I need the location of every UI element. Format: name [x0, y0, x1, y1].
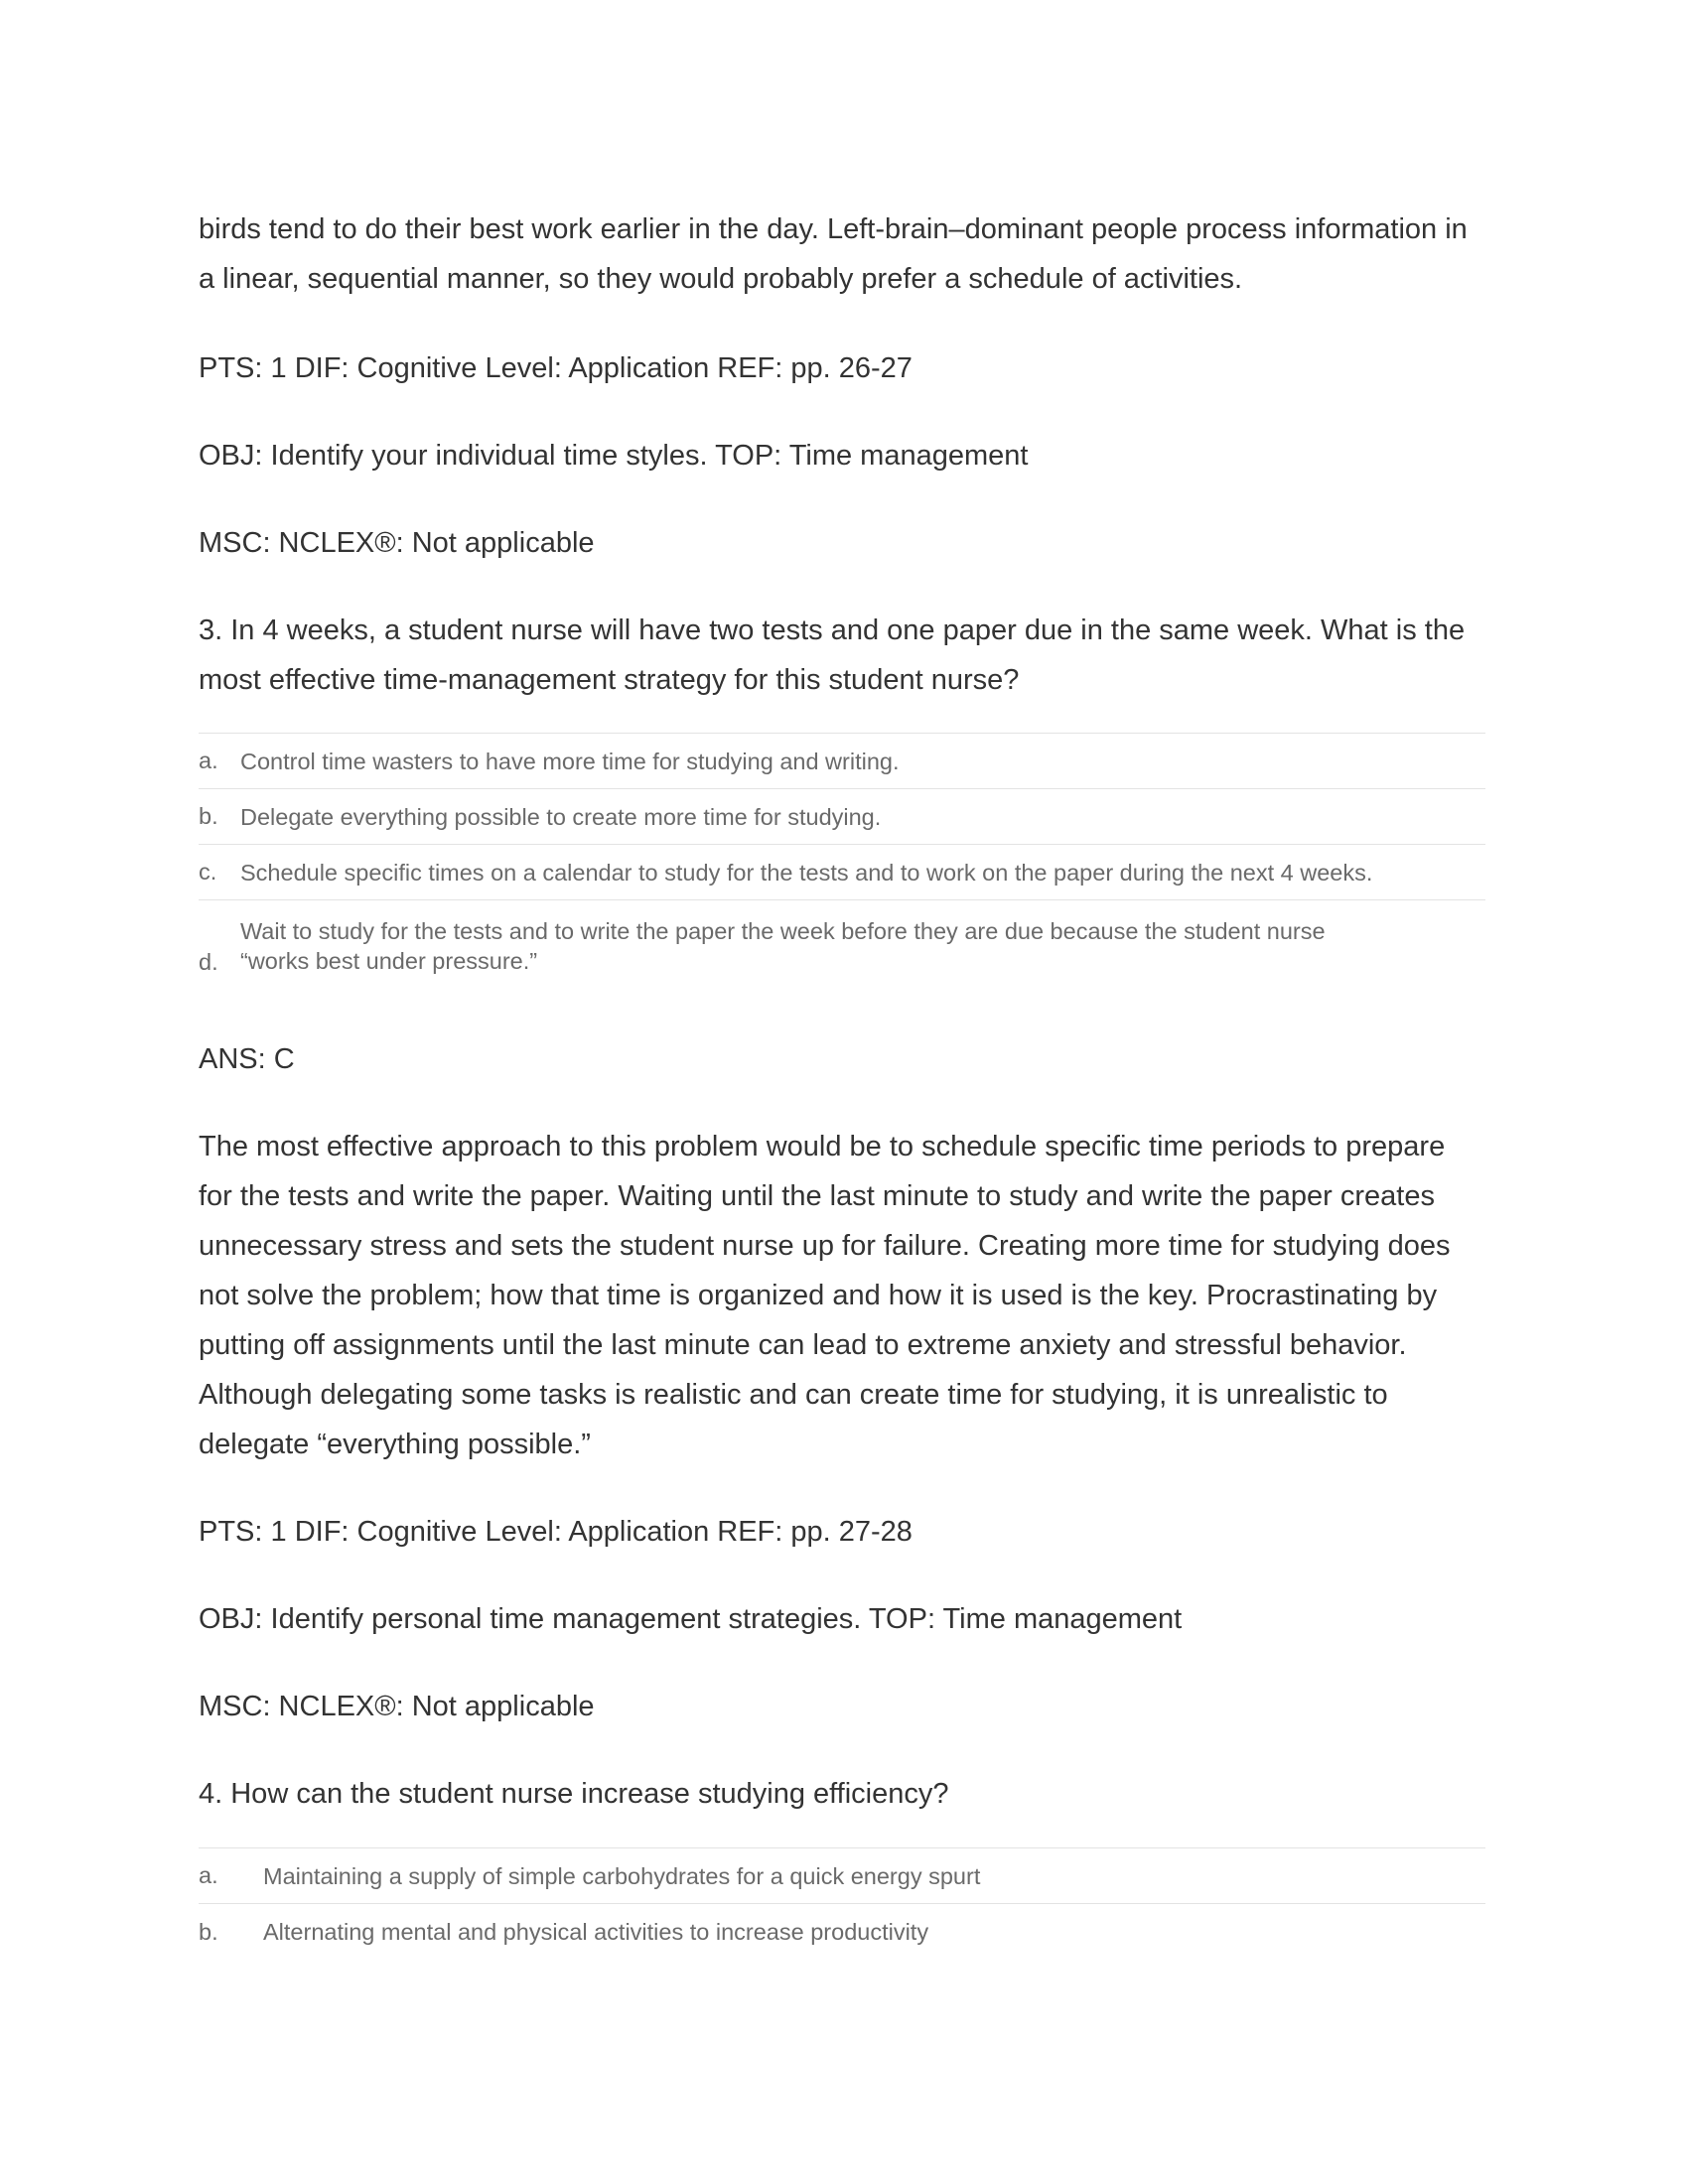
rationale-line: delegate “everything possible.” — [199, 1429, 591, 1460]
q3-choice-c — [199, 845, 1485, 900]
rationale-continuation — [199, 205, 1485, 304]
q3-stem-line-1: 3. In 4 weeks, a student nurse will have two tests and one paper due in the same week. What is the — [199, 614, 1466, 646]
q3-stem — [199, 606, 1485, 705]
continuation-line-2: a linear, sequential manner, so they would probably prefer a schedule of activities. — [199, 263, 1243, 295]
choice-letter: a. — [199, 748, 218, 773]
rationale-line: for the tests and write the paper. Waiting until the last minute to study and write the paper creates — [199, 1180, 1435, 1212]
choice-letter: b. — [199, 1918, 218, 1945]
choice-text: Alternating mental and physical activities to increase productivity — [263, 1919, 929, 1945]
choice-letter: b. — [199, 803, 218, 829]
rationale-line: putting off assignments until the last minute can lead to extreme anxiety and stressful behavior. — [199, 1329, 1407, 1361]
q2-obj-line: OBJ: Identify your individual time styles. TOP: Time management — [199, 440, 1029, 472]
q2-msc-line: MSC: NCLEX®: Not applicable — [199, 527, 595, 559]
q3-pts-line: PTS: 1 DIF: Cognitive Level: Application REF: pp. 27-28 — [199, 1516, 913, 1548]
q3-choice-d — [199, 900, 1485, 984]
choice-letter: c. — [199, 859, 217, 885]
q3-msc-line: MSC: NCLEX®: Not applicable — [199, 1691, 595, 1722]
choice-text: Delegate everything possible to create more time for studying. — [240, 803, 882, 830]
rationale-line: Although delegating some tasks is realistic and can create time for studying, it is unrealistic to — [199, 1379, 1388, 1411]
q3-choices — [199, 733, 1485, 984]
choice-text-line-2: “works best under pressure.” — [240, 948, 538, 974]
rationale-line: not solve the problem; how that time is organized and how it is used is the key. Procrastinating by — [199, 1280, 1438, 1311]
q4-choice-a — [199, 1848, 1485, 1904]
continuation-line-1: birds tend to do their best work earlier in the day. Left-brain–dominant people process information in — [199, 213, 1468, 245]
q4-choices — [199, 1847, 1485, 1960]
q3-rationale — [199, 1122, 1485, 1469]
q3-choice-b — [199, 789, 1485, 845]
choice-letter: a. — [199, 1862, 218, 1888]
q4-choice-b — [199, 1904, 1485, 1960]
rationale-line: unnecessary stress and sets the student nurse up for failure. Creating more time for studying does — [199, 1230, 1451, 1262]
q3-obj-line: OBJ: Identify personal time management strategies. TOP: Time management — [199, 1603, 1183, 1635]
q3-choice-a — [199, 734, 1485, 789]
q4-stem: 4. How can the student nurse increase studying efficiency? — [199, 1778, 949, 1810]
choice-text: Schedule specific times on a calendar to study for the tests and to work on the paper during the next 4 weeks. — [240, 859, 1373, 886]
choice-text-line-1: Wait to study for the tests and to write the paper the week before they are due because the student nurse — [240, 918, 1326, 944]
q3-answer: ANS: C — [199, 1043, 295, 1075]
choice-letter: d. — [199, 949, 218, 975]
choice-text — [240, 916, 1412, 976]
q3-stem-line-2: most effective time-management strategy for this student nurse? — [199, 664, 1020, 696]
choice-text: Control time wasters to have more time for studying and writing. — [240, 748, 900, 774]
rationale-line: The most effective approach to this problem would be to schedule specific time periods to prepare — [199, 1131, 1446, 1162]
q2-pts-line: PTS: 1 DIF: Cognitive Level: Application REF: pp. 26-27 — [199, 352, 913, 384]
choice-text: Maintaining a supply of simple carbohydrates for a quick energy spurt — [263, 1862, 981, 1889]
